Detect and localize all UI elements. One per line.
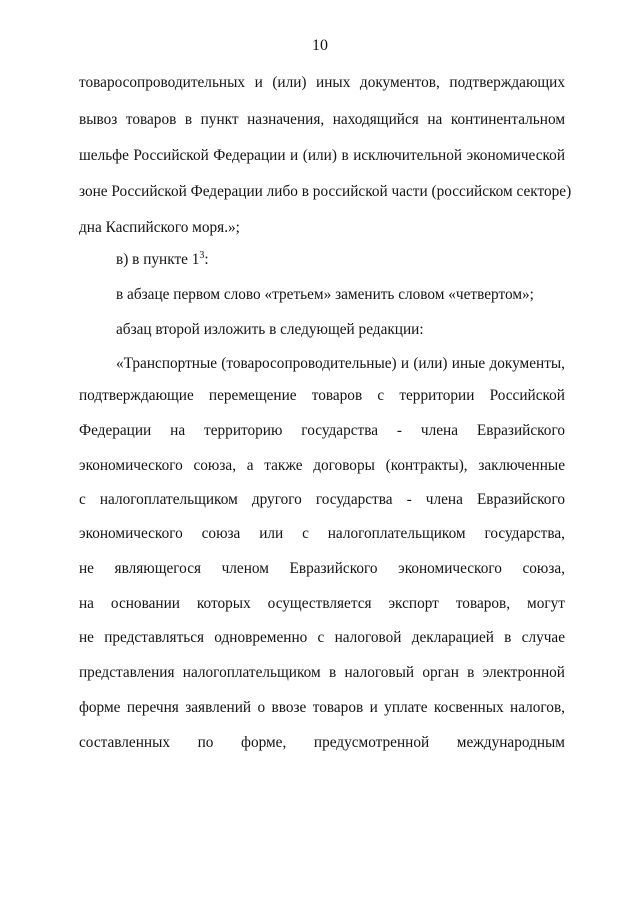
text-line: товаросопроводительных и (или) иных документов, подтверждающих [79,74,565,91]
text-line: на основании которых осуществляется экспорт товаров, могут [79,595,565,612]
text-line: Федерации на территорию государства - члена Евразийского [79,422,565,439]
text-line: дна Каспийского моря.»; [79,219,240,236]
text-line: форме перечня заявлений о ввозе товаров и уплате косвенных налогов, [79,699,565,716]
text-line: шельфе Российской Федерации и (или) в исключительной экономической [79,147,565,164]
text-line: «Транспортные (товаросопроводительные) и (или) иные документы, [116,355,565,372]
text-line: не представляться одновременно с налоговой декларацией в случае [79,629,565,646]
text-line: не являющегося членом Евразийского экономического союза, [79,560,565,577]
text-line: экономического союза, а также договоры (контракты), заключенные [79,457,565,474]
text-line: абзац второй изложить в следующей редакции: [116,321,424,338]
text-line: зоне Российской Федерации либо в российской части (российском секторе) [79,183,572,200]
text-line: представления налогоплательщиком в налоговый орган в электронной [79,664,565,681]
text-line: составленных по форме, предусмотренной международным [79,734,565,751]
text-line: с налогоплательщиком другого государства - члена Евразийского [79,491,565,508]
page-number: 10 [312,37,328,54]
superscript: 3 [199,250,205,261]
text-line: вывоз товаров в пункт назначения, находящийся на континентальном [79,111,565,128]
text-line [116,250,565,270]
text-line: экономического союза или с налогоплательщиком государства, [79,525,565,542]
text-fragment: в) в пункте 1 [116,251,200,268]
text-fragment: : [204,251,209,268]
text-line: подтверждающие перемещение товаров с территории Российской [79,387,565,404]
text-line: в абзаце первом слово «третьем» заменить словом «четвертом»; [116,286,534,303]
